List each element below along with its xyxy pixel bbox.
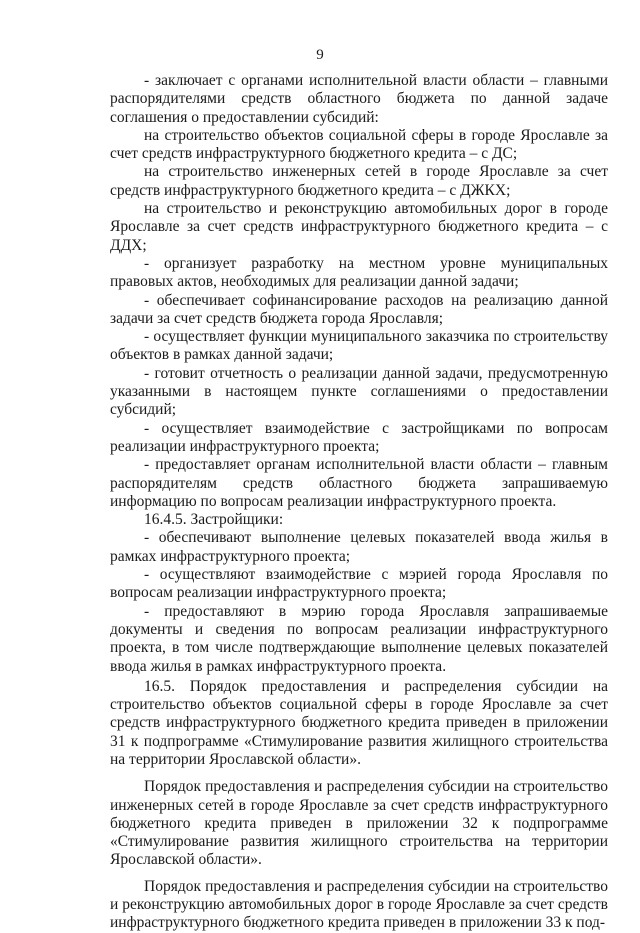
- paragraph: - обеспечивают выполнение целевых показателей ввода жилья в рамках инфраструктурного проекта;: [110, 529, 608, 565]
- paragraph: на строительство инженерных сетей в городе Ярославле за счет средств инфраструктурного бюджетного кредита – с ДЖКХ;: [110, 163, 608, 199]
- paragraph: - осуществляет взаимодействие с застройщиками по вопросам реализации инфраструктурного проекта;: [110, 419, 608, 455]
- section-heading: 16.4.5. Застройщики:: [144, 511, 284, 529]
- paragraph: - организует разработку на местном уровне муниципальных правовых актов, необходимых для реализации данной задачи;: [110, 254, 608, 291]
- paragraph: - осуществляет функции муниципального заказчика по строительству объектов в рамках данной задачи;: [110, 328, 608, 364]
- page-number: 9: [316, 47, 324, 63]
- paragraph: - предоставляют в мэрию города Ярославля запрашиваемые документы и сведения по вопросам реализации инфраструктурного проекта, в том числе подтверждающие выполнение целевых показателей ввода жилья в рамках инфраструктурного проекта.: [110, 602, 608, 675]
- paragraph: Порядок предоставления и распределения субсидии на строительство инженерных сетей в городе Ярославле за счет средств инфраструктурного бюджетного кредита приведен в приложении 32 к подпрограмме «Стимулирование развития жилищного строительства на территории Ярославской области».: [110, 778, 608, 869]
- paragraph: 16.5. Порядок предоставления и распределения субсидии на строительство объектов социальной сферы в городе Ярославле за счет средств инфраструктурного бюджетного кредита приведен в приложении 31 к подпрограмме «Стимулирование развития жилищного строительства на территории Ярославской области».: [110, 677, 608, 768]
- paragraph: Порядок предоставления и распределения субсидии на строительство и реконструкцию автомобильных дорог в городе Ярославле за счет средств инфраструктурного бюджетного кредита приведен в приложении 33 к под-: [110, 877, 608, 932]
- paragraph: на строительство объектов социальной сферы в городе Ярославле за счет средств инфраструктурного бюджетного кредита – с ДС;: [110, 126, 608, 163]
- document-body: [110, 72, 608, 933]
- paragraph: - обеспечивает софинансирование расходов на реализацию данной задачи за счет средств бюджета города Ярославля;: [110, 291, 608, 327]
- paragraph: - предоставляет органам исполнительной власти области – главным распорядителям средств областного бюджета запрашиваемую информацию по вопросам реализации инфраструктурного проекта.: [110, 456, 608, 510]
- paragraph: на строительство и реконструкцию автомобильных дорог в городе Ярославле за счет средств инфраструктурного бюджетного кредита – с ДДХ;: [110, 200, 608, 254]
- paragraph: - заключает с органами исполнительной власти области – главными распорядителями средств областного бюджета по данной задаче соглашения о предоставлении субсидий:: [110, 72, 608, 126]
- paragraph: - готовит отчетность о реализации данной задачи, предусмотренную указанными в настоящем пункте соглашениями о предоставлении субсидий;: [110, 364, 608, 419]
- paragraph: - осуществляют взаимодействие с мэрией города Ярославля по вопросам реализации инфраструктурного проекта;: [110, 566, 608, 602]
